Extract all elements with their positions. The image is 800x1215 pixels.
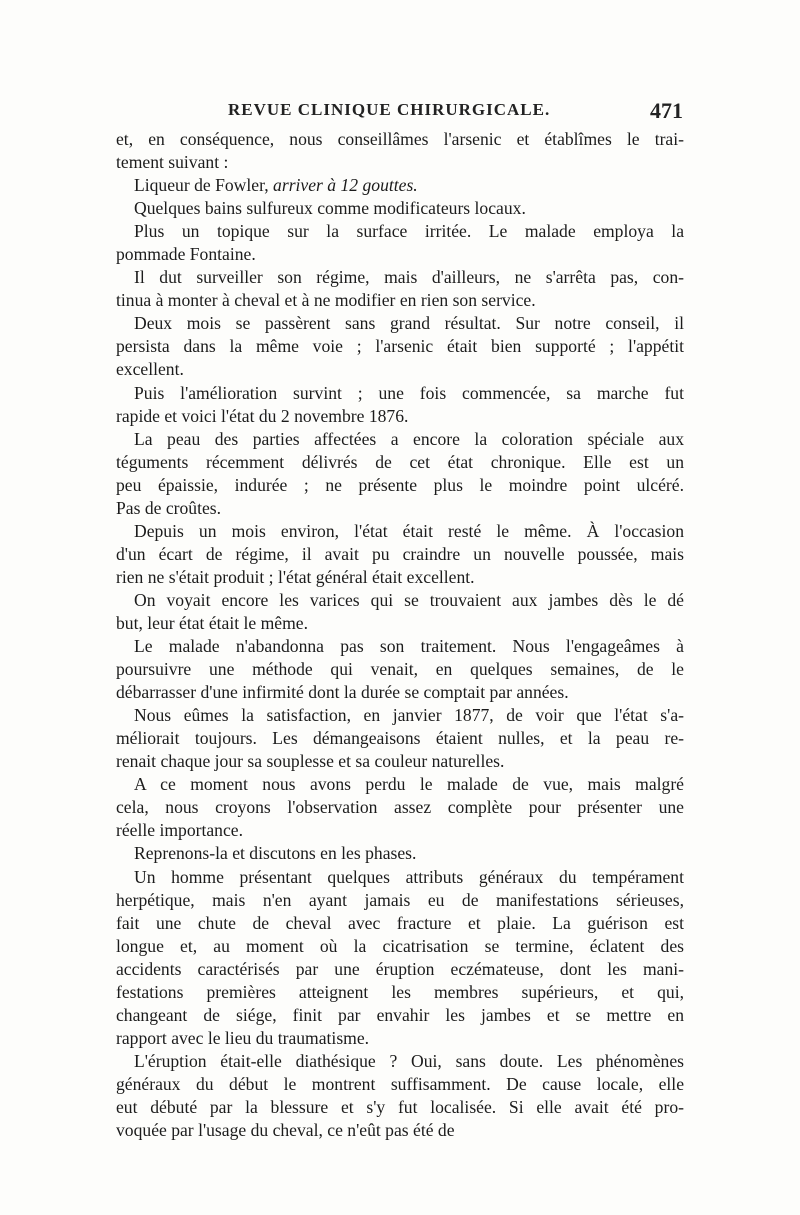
line-text: tinua à monter à cheval et à ne modifier en rien son service.	[116, 290, 536, 311]
line-text: excellent.	[116, 359, 184, 380]
text-line	[116, 1027, 684, 1050]
line-text: Reprenons-la et discutons en les phases.	[134, 843, 417, 864]
text-line	[116, 220, 684, 243]
line-text: Pas de croûtes.	[116, 497, 222, 518]
line-text: téguments récemment délivrés de cet état chronique. Elle est un	[116, 451, 684, 472]
text-line	[116, 1073, 684, 1096]
text-line	[116, 1004, 684, 1027]
line-text: Le malade n'abandonna pas son traitement. Nous l'engageâmes à	[134, 636, 684, 657]
line-text: Nous eûmes la satisfaction, en janvier 1877, de voir que l'état s'a-	[134, 705, 684, 726]
text-line	[116, 958, 684, 981]
text-line	[116, 358, 684, 381]
text-line	[116, 382, 684, 405]
line-text: méliorait toujours. Les démangeaisons étaient nulles, et la peau re-	[116, 728, 684, 749]
text-line	[116, 796, 684, 819]
text-line	[116, 128, 684, 151]
line-text: but, leur état était le même.	[116, 612, 308, 633]
line-text: La peau des parties affectées a encore la coloration spéciale aux	[134, 428, 684, 449]
line-text: Un homme présentant quelques attributs généraux du tempérament	[134, 866, 684, 887]
line-text: d'un écart de régime, il avait pu craindre un nouvelle poussée, mais	[116, 543, 684, 564]
line-text: eut débuté par la blessure et s'y fut localisée. Si elle avait été pro-	[116, 1096, 684, 1117]
line-text: rien ne s'était produit ; l'état général était excellent.	[116, 566, 475, 587]
text-line	[116, 819, 684, 842]
text-line	[116, 474, 684, 497]
text-line	[116, 289, 684, 312]
text-line	[116, 243, 684, 266]
text-line	[116, 866, 684, 889]
text-line	[116, 589, 684, 612]
line-text: festations premières atteignent les membres supérieurs, et qui,	[116, 981, 684, 1002]
text-line	[116, 428, 684, 451]
line-italic-text: arriver à 12 gouttes.	[273, 175, 418, 196]
running-title: REVUE CLINIQUE CHIRURGICALE.	[228, 100, 551, 119]
line-text: débarrasser d'une infirmité dont la durée se comptait par années.	[116, 682, 569, 703]
running-header	[118, 98, 683, 128]
line-text: réelle importance.	[116, 820, 243, 841]
line-text: accidents caractérisés par une éruption eczémateuse, dont les mani-	[116, 958, 684, 979]
line-text: Liqueur de Fowler,	[134, 175, 274, 196]
line-text: persista dans la même voie ; l'arsenic était bien supporté ; l'appétit	[116, 336, 684, 357]
line-text: voquée par l'usage du cheval, ce n'eût pas été de	[116, 1120, 455, 1141]
text-line	[116, 1096, 684, 1119]
text-line	[116, 981, 684, 1004]
text-line	[116, 658, 684, 681]
line-text: pommade Fontaine.	[116, 244, 256, 265]
line-text: et, en conséquence, nous conseillâmes l'arsenic et établîmes le trai-	[116, 129, 684, 149]
line-text: On voyait encore les varices qui se trouvaient aux jambes dès le dé	[134, 589, 684, 610]
text-line	[116, 842, 684, 865]
text-line	[116, 704, 684, 727]
line-text: rapport avec le lieu du traumatisme.	[116, 1027, 370, 1048]
text-line	[116, 727, 684, 750]
line-text: rapide et voici l'état du 2 novembre 1876.	[116, 405, 409, 426]
line-text: tement suivant :	[116, 152, 229, 173]
line-text: Plus un topique sur la surface irritée. Le malade employa la	[134, 221, 684, 242]
text-line	[116, 543, 684, 566]
line-text: Quelques bains sulfureux comme modificateurs locaux.	[134, 198, 526, 219]
line-text: Puis l'amélioration survint ; une fois commencée, sa marche fut	[134, 382, 684, 403]
line-text: changeant de siége, finit par envahir les jambes et se mettre en	[116, 1004, 684, 1025]
line-text: Depuis un mois environ, l'état était resté le même. À l'occasion	[134, 520, 684, 541]
text-line	[116, 312, 684, 335]
line-text: Deux mois se passèrent sans grand résultat. Sur notre conseil, il	[134, 313, 684, 334]
text-line	[116, 935, 684, 958]
text-line	[116, 197, 684, 220]
line-text: généraux du début le montrent suffisamment. De cause locale, elle	[116, 1073, 684, 1094]
line-text: cela, nous croyons l'observation assez complète pour présenter une	[116, 797, 684, 818]
text-line	[116, 1050, 684, 1073]
page-number: 471	[650, 98, 683, 123]
line-text: renait chaque jour sa souplesse et sa couleur naturelles.	[116, 751, 505, 772]
text-line	[116, 451, 684, 474]
text-line	[116, 889, 684, 912]
text-line	[116, 497, 684, 520]
text-line	[116, 151, 684, 174]
line-text: peu épaissie, indurée ; ne présente plus le moindre point ulcéré.	[116, 474, 684, 495]
text-line	[116, 612, 684, 635]
text-line	[116, 635, 684, 658]
text-line	[116, 912, 684, 935]
line-text: L'éruption était-elle diathésique ? Oui, sans doute. Les phénomènes	[134, 1050, 684, 1071]
text-line	[116, 405, 684, 428]
text-line	[116, 773, 684, 796]
text-line	[116, 681, 684, 704]
line-text: fait une chute de cheval avec fracture et plaie. La guérison est	[116, 912, 684, 933]
line-text: longue et, au moment où la cicatrisation se termine, éclatent des	[116, 935, 684, 956]
body-text	[116, 128, 684, 1142]
text-line	[116, 335, 684, 358]
text-line	[116, 566, 684, 589]
text-line	[116, 750, 684, 773]
text-line	[116, 266, 684, 289]
text-line	[116, 520, 684, 543]
text-line	[116, 174, 684, 197]
line-text: poursuivre une méthode qui venait, en quelques semaines, de le	[116, 659, 684, 680]
line-text: Il dut surveiller son régime, mais d'ailleurs, ne s'arrêta pas, con-	[134, 267, 684, 288]
line-text: herpétique, mais n'en ayant jamais eu de manifestations sérieuses,	[116, 889, 684, 910]
text-line	[116, 1119, 684, 1142]
line-text: A ce moment nous avons perdu le malade de vue, mais malgré	[134, 774, 684, 795]
